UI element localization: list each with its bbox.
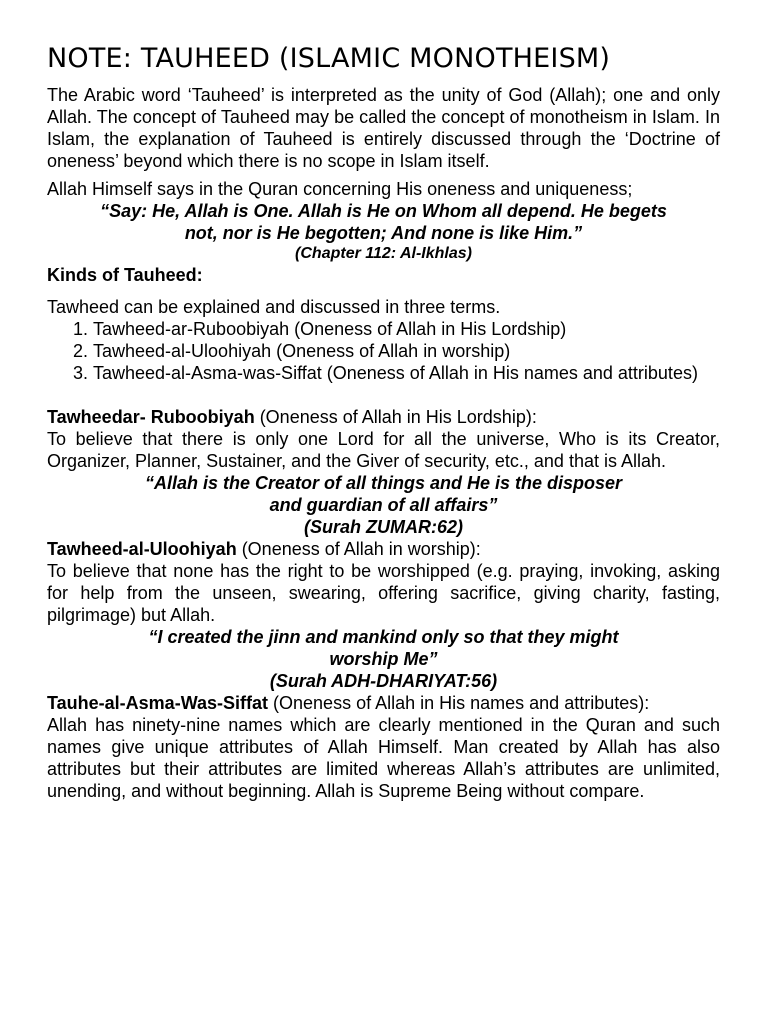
quran-intro-text: Allah Himself says in the Quran concerning His oneness and uniqueness; — [47, 179, 633, 199]
kinds-intro: Tawheed can be explained and discussed in three terms. — [47, 297, 501, 317]
section-desc: (Oneness of Allah in His Lordship): — [254, 407, 537, 427]
kinds-heading: Kinds of Tauheed: — [47, 265, 203, 285]
quote-line: “Allah is the Creator of all things and He is the disposer — [144, 473, 623, 493]
list-item: 1. Tawheed-ar-Ruboobiyah (Oneness of Allah in His Lordship) — [93, 318, 720, 340]
quote-zumar — [47, 472, 720, 538]
section-ruboobiyah-header — [47, 406, 720, 428]
page-title: NOTE: TAUHEED (ISLAMIC MONOTHEISM) — [47, 43, 611, 74]
section-term: Tawheedar- Ruboobiyah — [47, 407, 255, 427]
section-desc: (Oneness of Allah in worship): — [236, 539, 481, 559]
list-item: 3. Tawheed-al-Asma-was-Siffat (Oneness of Allah in His names and attributes) — [93, 362, 720, 384]
section-uloohiyah-body: To believe that none has the right to be worshipped (e.g. praying, invoking, asking for help from the unseen, swearing, offering sacrifice, giving charity, fasting, pilgrimage) but Allah. — [47, 561, 720, 625]
quote-ikhlas — [47, 200, 720, 244]
quote-reference: (Surah ZUMAR:62) — [303, 517, 463, 537]
quote-line: not, nor is He begotten; And none is like Him.” — [184, 223, 583, 243]
intro-paragraph: The Arabic word ‘Tauheed’ is interpreted as the unity of God (Allah); one and only Allah. The concept of Tauheed may be called the concept of monotheism in Islam. In Islam, the explanation of Tauheed is entirely discussed through the ‘Doctrine of oneness’ beyond which there is no scope in Islam itself. — [47, 85, 720, 171]
quote-reference: (Surah ADH-DHARIYAT:56) — [269, 671, 498, 691]
quote-line: “I created the jinn and mankind only so that they might — [148, 627, 619, 647]
section-term: Tauhe-al-Asma-Was-Siffat — [47, 693, 269, 713]
section-uloohiyah-header — [47, 538, 720, 560]
kinds-list — [47, 318, 720, 384]
quote-reference: (Chapter 112: Al-Ikhlas) — [295, 245, 472, 262]
section-ruboobiyah-body: To believe that there is only one Lord for all the universe, Who is its Creator, Organizer, Planner, Sustainer, and the Giver of security, etc., and that is Allah. — [47, 429, 720, 471]
section-asma-header — [47, 692, 720, 714]
quote-dhariyat — [47, 626, 720, 692]
section-asma-body: Allah has ninety-nine names which are clearly mentioned in the Quran and such names give unique attributes of Allah Himself. Man created by Allah has also attributes but their attributes are limited whereas Allah’s attributes are unlimited, unending, and without beginning. Allah is Supreme Being without compare. — [47, 715, 720, 801]
list-item: 2. Tawheed-al-Uloohiyah (Oneness of Allah in worship) — [93, 340, 720, 362]
section-term: Tawheed-al-Uloohiyah — [47, 539, 237, 559]
quote-line: and guardian of all affairs” — [269, 495, 498, 515]
section-desc: (Oneness of Allah in His names and attributes): — [268, 693, 650, 713]
quote-line: “Say: He, Allah is One. Allah is He on Whom all depend. He begets — [100, 201, 667, 221]
quote-line: worship Me” — [329, 649, 438, 669]
